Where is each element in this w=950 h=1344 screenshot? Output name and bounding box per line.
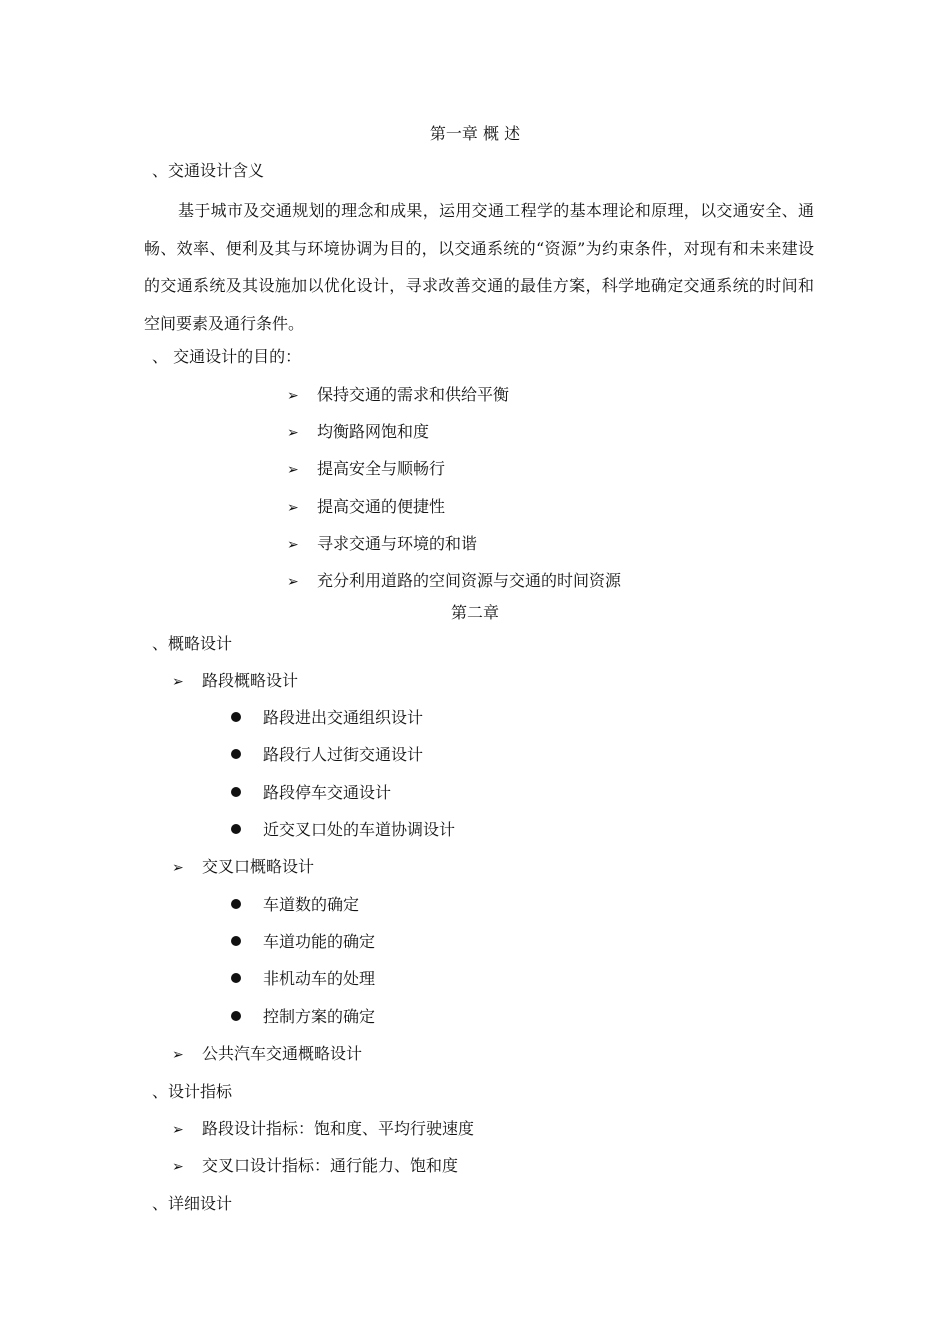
- dot-bullet-icon: [231, 899, 241, 909]
- list-item-text: 提高交通的便捷性: [317, 497, 446, 516]
- list-item: [287, 422, 429, 443]
- section-heading-design-purpose: 、 交通设计的目的：: [152, 347, 302, 366]
- paragraph-design-meaning: 基于城市及交通规划的理念和成果，运用交通工程学的基本理论和原理，以交通安全、通畅、效率、便利及其与环境协调为目的，以交通系统的“资源”为约束条件，对现有和未来建设的交通系统及其设施加以优化设计，寻求改善交通的最佳方案，科学地确定交通系统的时间和空间要素及通行条件。: [144, 201, 814, 333]
- arrow-bullet-icon: ➢: [287, 500, 299, 516]
- arrow-bullet-icon: ➢: [172, 1159, 184, 1175]
- list-item-text: 保持交通的需求和供给平衡: [317, 385, 510, 404]
- section-heading-design-meaning: 、交通设计含义: [152, 161, 265, 180]
- sublist-heading-text: 路段概略设计: [202, 671, 299, 690]
- list-item-text: 寻求交通与环境的和谐: [317, 534, 478, 553]
- list-item-text: 路段停车交通设计: [263, 783, 392, 802]
- list-item: [287, 534, 477, 555]
- section-heading-design-indicators: 、设计指标: [152, 1082, 233, 1101]
- list-item-text: 提高安全与顺畅行: [317, 459, 446, 478]
- section-heading-outline-design: 、概略设计: [152, 634, 233, 653]
- list-item: [231, 783, 391, 803]
- list-item-text: 交叉口设计指标：通行能力、饱和度: [202, 1156, 459, 1175]
- arrow-bullet-icon: ➢: [172, 674, 184, 690]
- chapter-1-title: 第一章 概 述: [429, 124, 521, 143]
- list-item-text: 充分利用道路的空间资源与交通的时间资源: [317, 571, 622, 590]
- list-item: [231, 969, 375, 989]
- list-item: [231, 820, 455, 840]
- list-item: [231, 895, 359, 915]
- arrow-bullet-icon: ➢: [287, 425, 299, 441]
- sublist-heading: [172, 857, 314, 878]
- list-item: [231, 1007, 375, 1027]
- arrow-bullet-icon: ➢: [287, 574, 299, 590]
- list-item-text: 均衡路网饱和度: [317, 422, 430, 441]
- arrow-bullet-icon: ➢: [172, 1122, 184, 1138]
- list-item-text: 车道功能的确定: [263, 932, 376, 951]
- list-item: [231, 708, 423, 728]
- sublist-heading-text: 公共汽车交通概略设计: [202, 1044, 363, 1063]
- dot-bullet-icon: [231, 787, 241, 797]
- arrow-bullet-icon: ➢: [172, 1047, 184, 1063]
- list-item: [231, 745, 423, 765]
- list-item-text: 非机动车的处理: [263, 969, 376, 988]
- dot-bullet-icon: [231, 1011, 241, 1021]
- dot-bullet-icon: [231, 824, 241, 834]
- arrow-bullet-icon: ➢: [287, 537, 299, 553]
- sublist-heading: [172, 1044, 362, 1065]
- arrow-bullet-icon: ➢: [287, 388, 299, 404]
- arrow-bullet-icon: ➢: [287, 462, 299, 478]
- list-item-text: 路段进出交通组织设计: [263, 708, 424, 727]
- list-item-text: 路段设计指标：饱和度、平均行驶速度: [202, 1119, 475, 1138]
- list-item-text: 近交叉口处的车道协调设计: [263, 820, 456, 839]
- list-item: [287, 385, 509, 406]
- list-item: [172, 1119, 474, 1140]
- list-item: [287, 571, 621, 592]
- list-item: [287, 497, 445, 518]
- arrow-bullet-icon: ➢: [172, 860, 184, 876]
- list-item-text: 车道数的确定: [263, 895, 360, 914]
- list-item: [172, 1156, 458, 1177]
- dot-bullet-icon: [231, 749, 241, 759]
- list-item: [231, 932, 375, 952]
- sublist-heading-text: 交叉口概略设计: [202, 857, 315, 876]
- list-item-text: 控制方案的确定: [263, 1007, 376, 1026]
- dot-bullet-icon: [231, 936, 241, 946]
- list-item-text: 路段行人过街交通设计: [263, 745, 424, 764]
- section-heading-detailed-design: 、详细设计: [152, 1194, 233, 1213]
- sublist-heading: [172, 671, 298, 692]
- list-item: [287, 459, 445, 480]
- dot-bullet-icon: [231, 712, 241, 722]
- chapter-2-title: 第二章: [450, 603, 499, 622]
- dot-bullet-icon: [231, 973, 241, 983]
